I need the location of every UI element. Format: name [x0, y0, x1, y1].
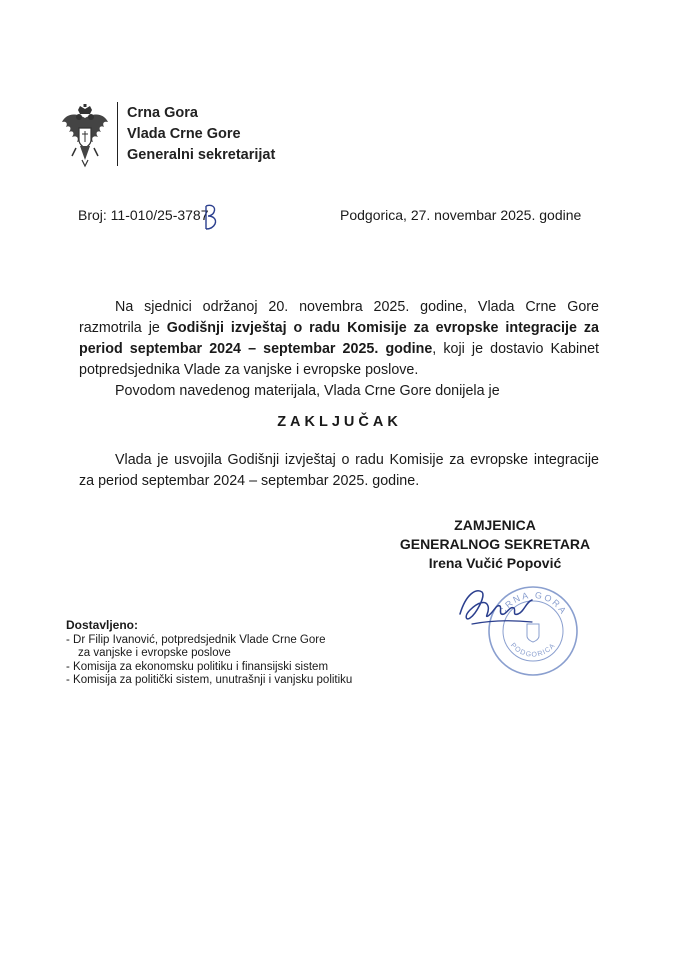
distribution-title: Dostavljeno:: [66, 618, 139, 632]
distribution-item: - Dr Filip Ivanović, potpredsjednik Vlade Crne Gore: [66, 633, 326, 646]
p1-report-title: Godišnji izvještaj o radu Komisije za evropske integracije za period septembar 2024 – septembar 2025. godine: [79, 320, 599, 357]
montenegro-coat-of-arms-icon: [60, 104, 110, 168]
signatory-name: Irena Vučić Popović: [428, 555, 562, 571]
handwritten-mark: [203, 202, 219, 232]
letterhead-country: Crna Gora: [127, 105, 198, 121]
svg-text:CRNA GORA: CRNA GORA: [496, 589, 570, 617]
letterhead-government: Vlada Crne Gore: [127, 126, 241, 142]
signatory-title-2: GENERALNOG SEKRETARA: [399, 536, 591, 552]
letterhead-department: Generalni sekretarijat: [127, 147, 276, 163]
distribution-item: - Komisija za politički sistem, unutrašnji i vanjsku politiku: [66, 674, 353, 686]
reference-number: Broj: 11-010/25-3787: [78, 207, 209, 223]
p1-intro: Na sjednici održanoj 20. novembra 2025. godine, Vlada Crne Gore razmotrila je: [79, 299, 599, 336]
letterhead: [127, 103, 275, 166]
svg-text:PODGORICA: PODGORICA: [508, 642, 558, 659]
paragraph-conclusion: Vlada je usvojila Godišnji izvještaj o radu Komisije za evropske integracije za period septembar 2024 – septembar 2025. godine.: [79, 452, 599, 489]
p1-outro: , koji je dostavio Kabinet potpredsjednika Vlade za vanjske i evropske poslove.: [79, 341, 599, 378]
distribution-item-continuation: za vanjske i evropske poslove: [78, 647, 231, 659]
paragraph-session: [79, 297, 599, 381]
distribution-list: [66, 619, 352, 688]
signatory-title-1: ZAMJENICA: [454, 517, 536, 533]
svg-text:3: 3: [203, 202, 204, 203]
letterhead-divider: [117, 102, 118, 166]
paragraph-decision-intro: Povodom navedenog materijala, Vlada Crne Gore donijela je: [115, 383, 500, 399]
place-and-date: Podgorica, 27. novembar 2025. godine: [340, 207, 582, 223]
distribution-item: - Komisija za ekonomsku politiku i finansijski sistem: [66, 660, 329, 673]
handwritten-signature: [452, 584, 562, 628]
signature-block: [380, 516, 610, 573]
conclusion-heading: ZAKLJUČAK: [277, 414, 402, 430]
